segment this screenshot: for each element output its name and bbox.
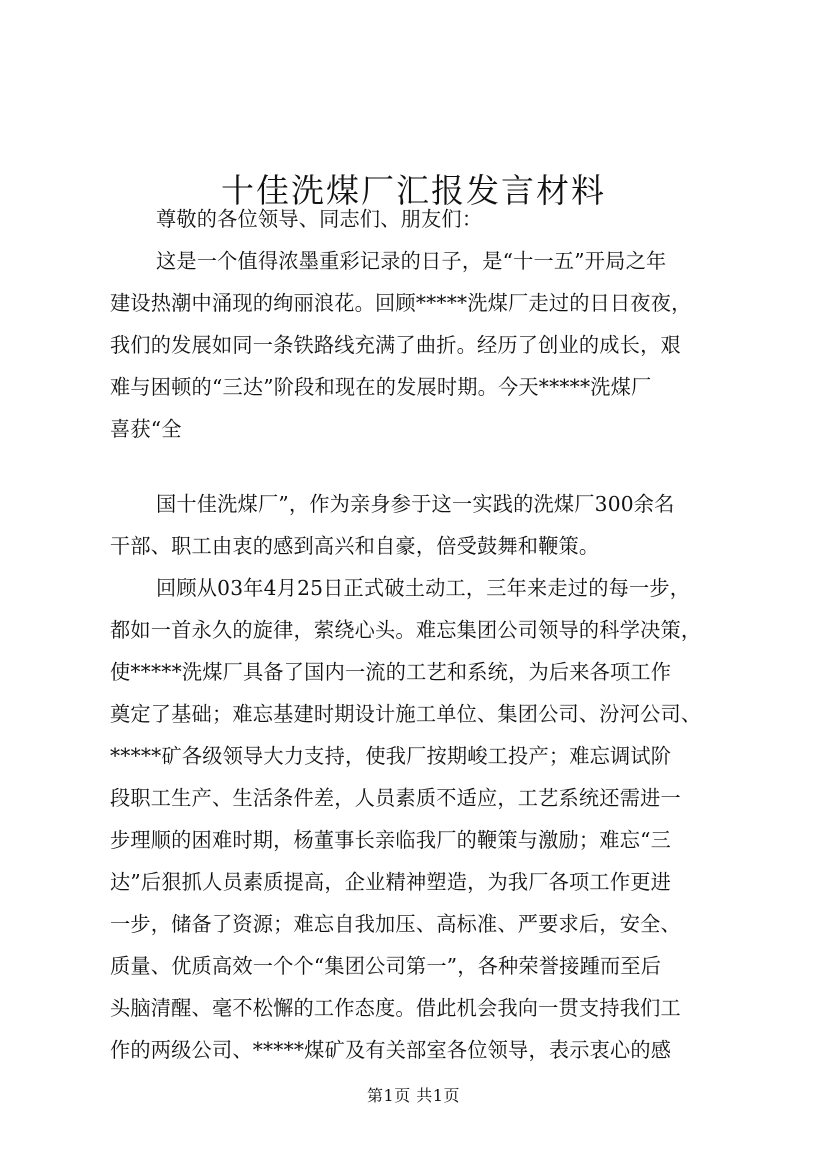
text-line: 这是一个值得浓墨重彩记录的日子，是“十一五”开局之年: [156, 249, 667, 273]
text-line: 尊敬的各位领导、同志们、朋友们：: [156, 207, 483, 231]
text-line: *****矿各级领导大力支持，使我厂按期峻工投产；难忘调试阶: [110, 744, 672, 768]
text-line: 一步，储备了资源；难忘自我加压、高标准、严要求后，安全、: [110, 912, 681, 936]
text-line: 步理顺的困难时期，杨董事长亲临我厂的鞭策与激励；难忘“三: [110, 828, 671, 852]
text-line: 质量、优质高效一个个“集团公司第一”，各种荣誉接踵而至后: [110, 954, 662, 978]
text-line: 国十佳洗煤厂”，作为亲身参于这一实践的洗煤厂300余名: [156, 492, 675, 516]
text-line: 回顾从03年4月25日正式破土动工，三年来走过的每一步，: [156, 576, 691, 600]
page-footer: 第1页 共1页: [367, 1086, 460, 1105]
text-line: 使*****洗煤厂具备了国内一流的工艺和系统，为后来各项工作: [110, 660, 672, 684]
paragraph-gap: [110, 450, 740, 483]
text-line: 头脑清醒、毫不松懈的工作态度。借此机会我向一贯支持我们工: [110, 996, 681, 1020]
text-line: 都如一首永久的旋律，萦绕心头。难忘集团公司领导的科学决策，: [110, 618, 702, 642]
document-title: 十佳洗煤厂汇报发言材料: [221, 171, 606, 211]
text-line: 干部、职工由衷的感到高兴和自豪，倍受鼓舞和鞭策。: [110, 534, 600, 558]
text-line: 达”后狠抓人员素质提高，企业精神塑造，为我厂各项工作更进: [110, 870, 671, 894]
text-line: 喜获“全: [110, 417, 182, 441]
text-line: 段职工生产、生活条件差，人员素质不适应，工艺系统还需进一: [110, 786, 681, 810]
text-line: 建设热潮中涌现的绚丽浪花。回顾*****洗煤厂走过的日日夜夜，: [110, 291, 692, 315]
text-line: 我们的发展如同一条铁路线充满了曲折。经历了创业的成长，艰: [110, 333, 681, 357]
text-line: 奠定了基础；难忘基建时期设计施工单位、集团公司、汾河公司、: [110, 702, 702, 726]
document-body: [110, 198, 740, 1071]
text-line: 难与困顿的“三达”阶段和现在的发展时期。今天*****洗煤厂: [110, 375, 652, 399]
text-line: 作的两级公司、*****煤矿及有关部室各位领导，表示衷心的感: [110, 1038, 672, 1062]
